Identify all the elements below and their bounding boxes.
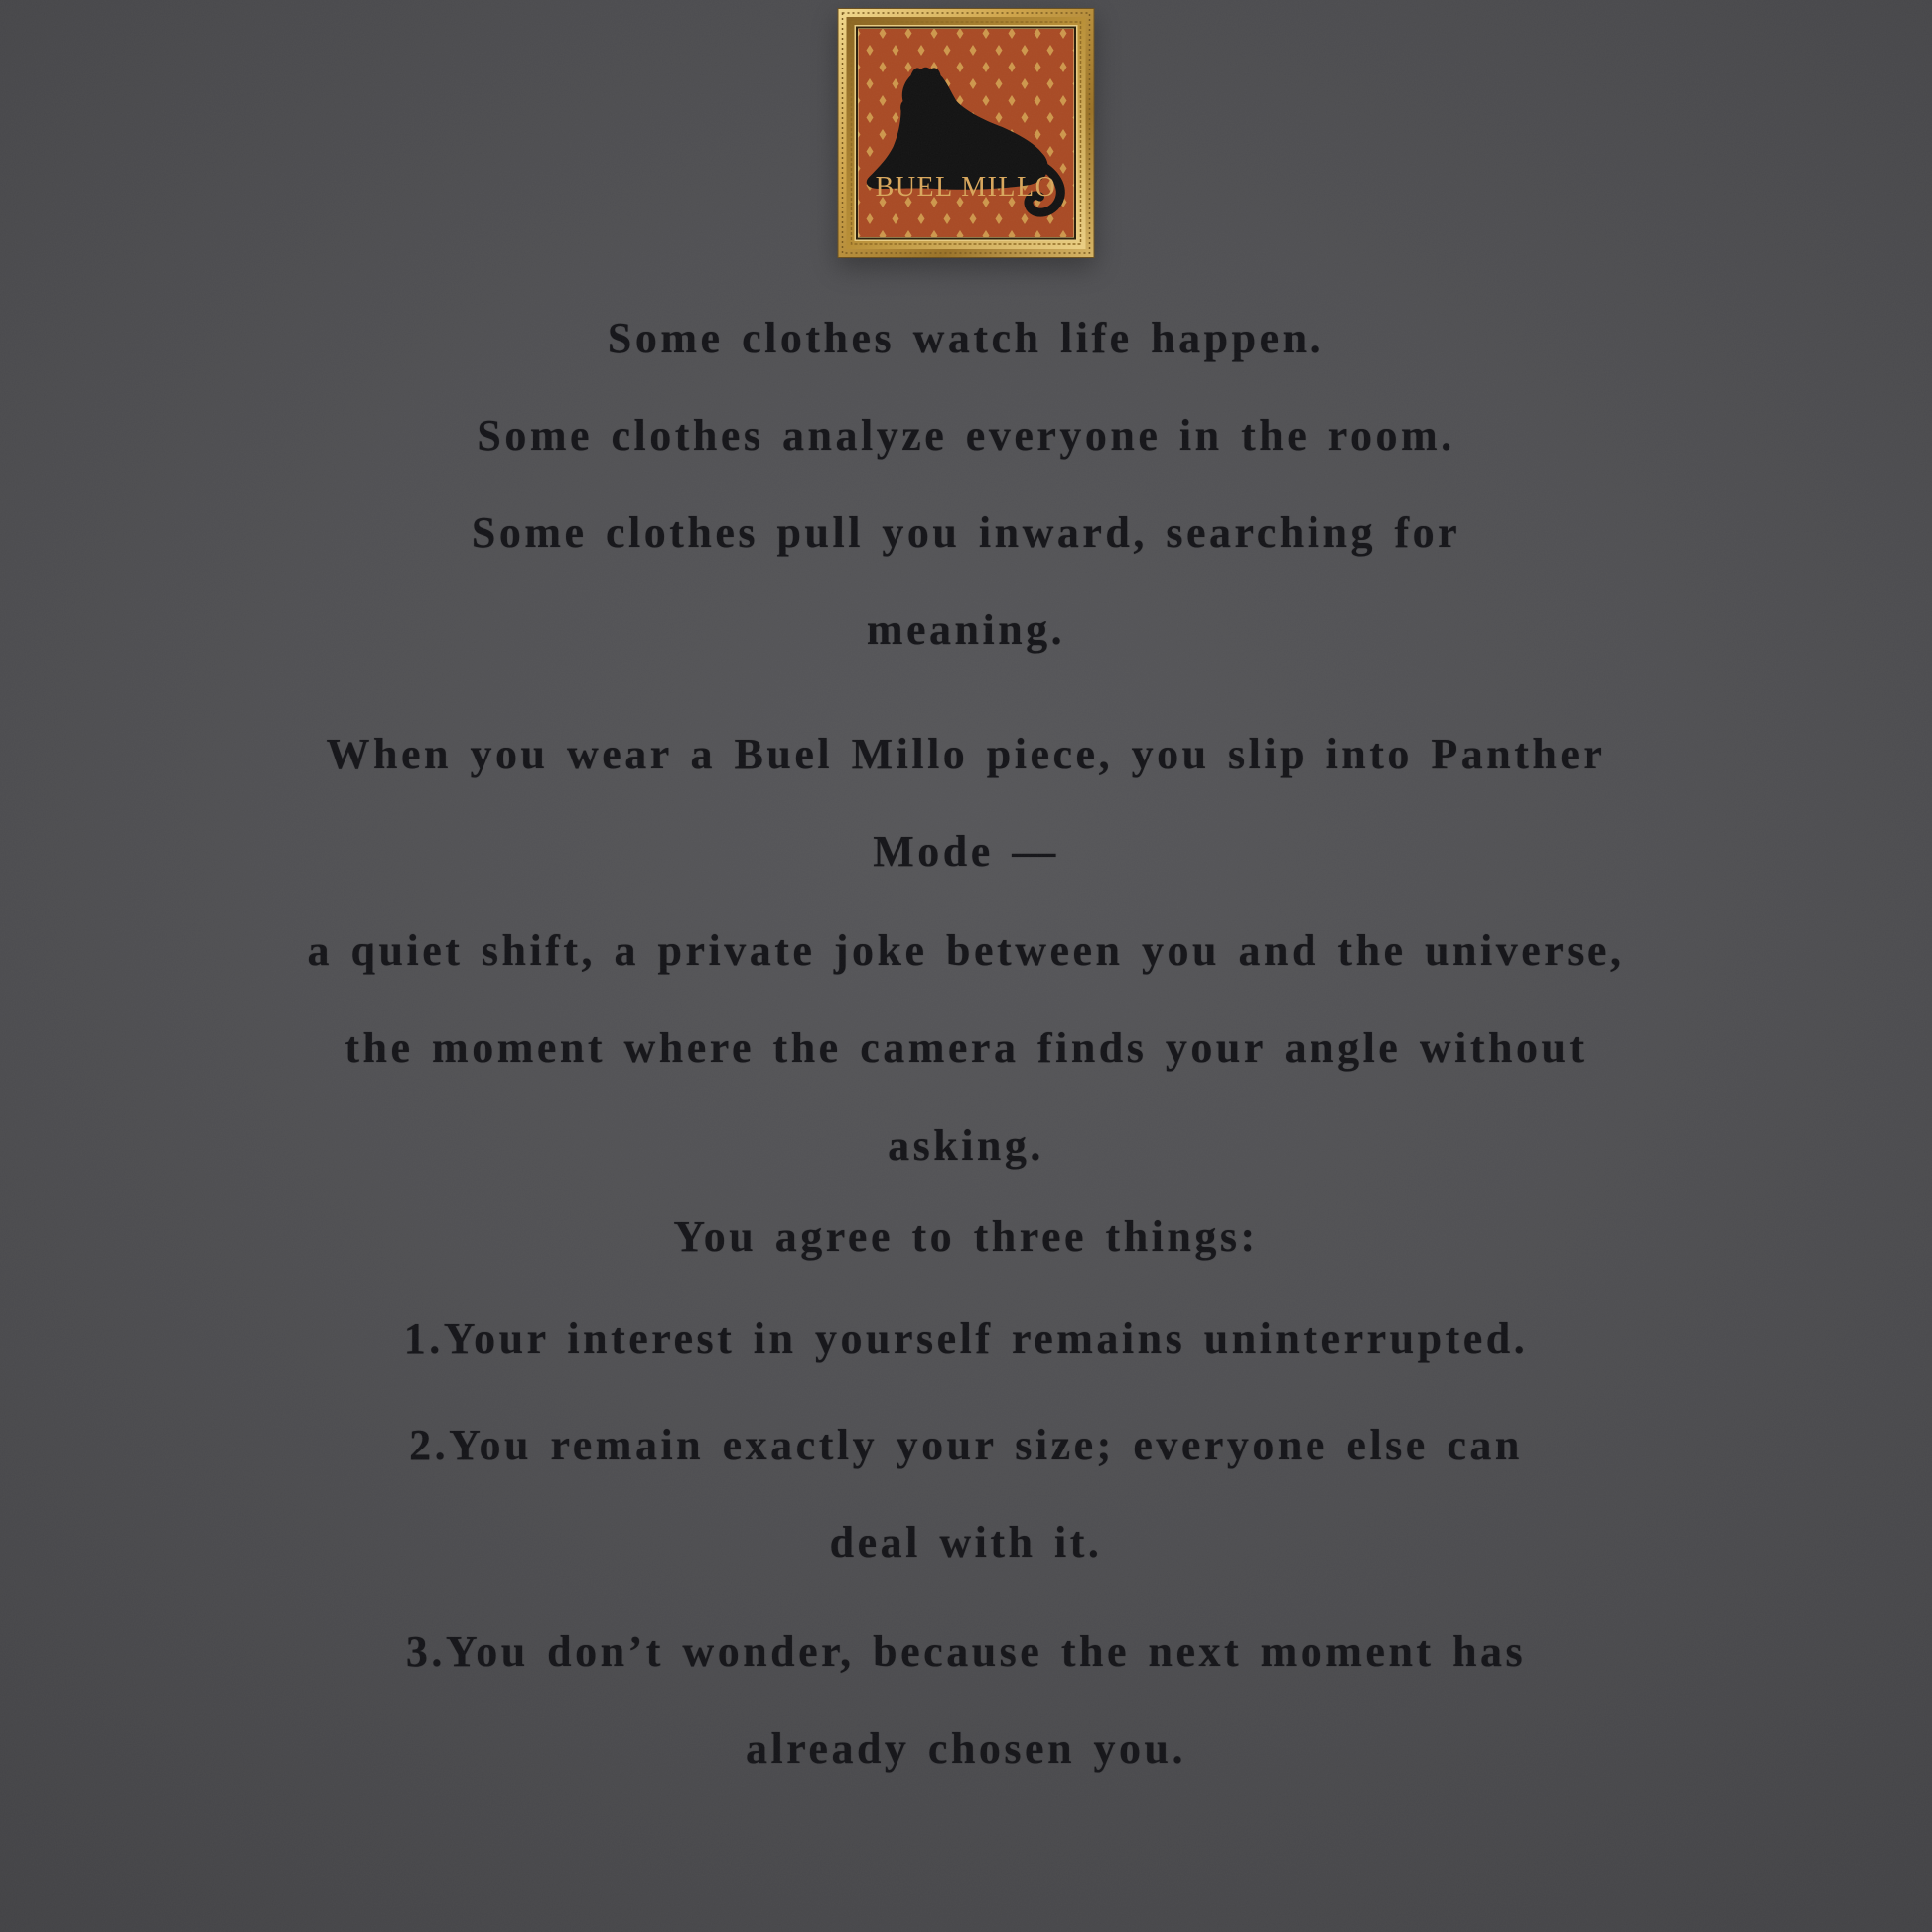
picture-frame-icon bbox=[838, 8, 1095, 258]
body-paragraph: Some clothes analyze everyone in the room. bbox=[477, 411, 1455, 460]
body-paragraph: Some clothes watch life happen. bbox=[607, 314, 1325, 362]
brand-logo-frame bbox=[838, 8, 1095, 258]
body-paragraph: a quiet shift, a private joke between you and the universe, the moment where the camera finds your angle without asking. bbox=[307, 926, 1625, 1170]
brand-wordmark: BUEL MILLO bbox=[875, 172, 1057, 203]
body-paragraph: 1.Your interest in yourself remains uninterrupted. bbox=[403, 1314, 1529, 1363]
body-paragraph: 2.You remain exactly your size; everyone else can deal with it. bbox=[409, 1421, 1523, 1567]
body-paragraph: Some clothes pull you inward, searching for meaning. bbox=[471, 508, 1461, 654]
body-paragraph: When you wear a Buel Millo piece, you slip into Panther Mode — bbox=[326, 730, 1606, 876]
body-paragraph: You agree to three things: bbox=[673, 1212, 1259, 1261]
body-paragraph: 3.You don’t wonder, because the next moment has already chosen you. bbox=[405, 1627, 1527, 1773]
manifesto-text bbox=[0, 290, 1932, 1798]
